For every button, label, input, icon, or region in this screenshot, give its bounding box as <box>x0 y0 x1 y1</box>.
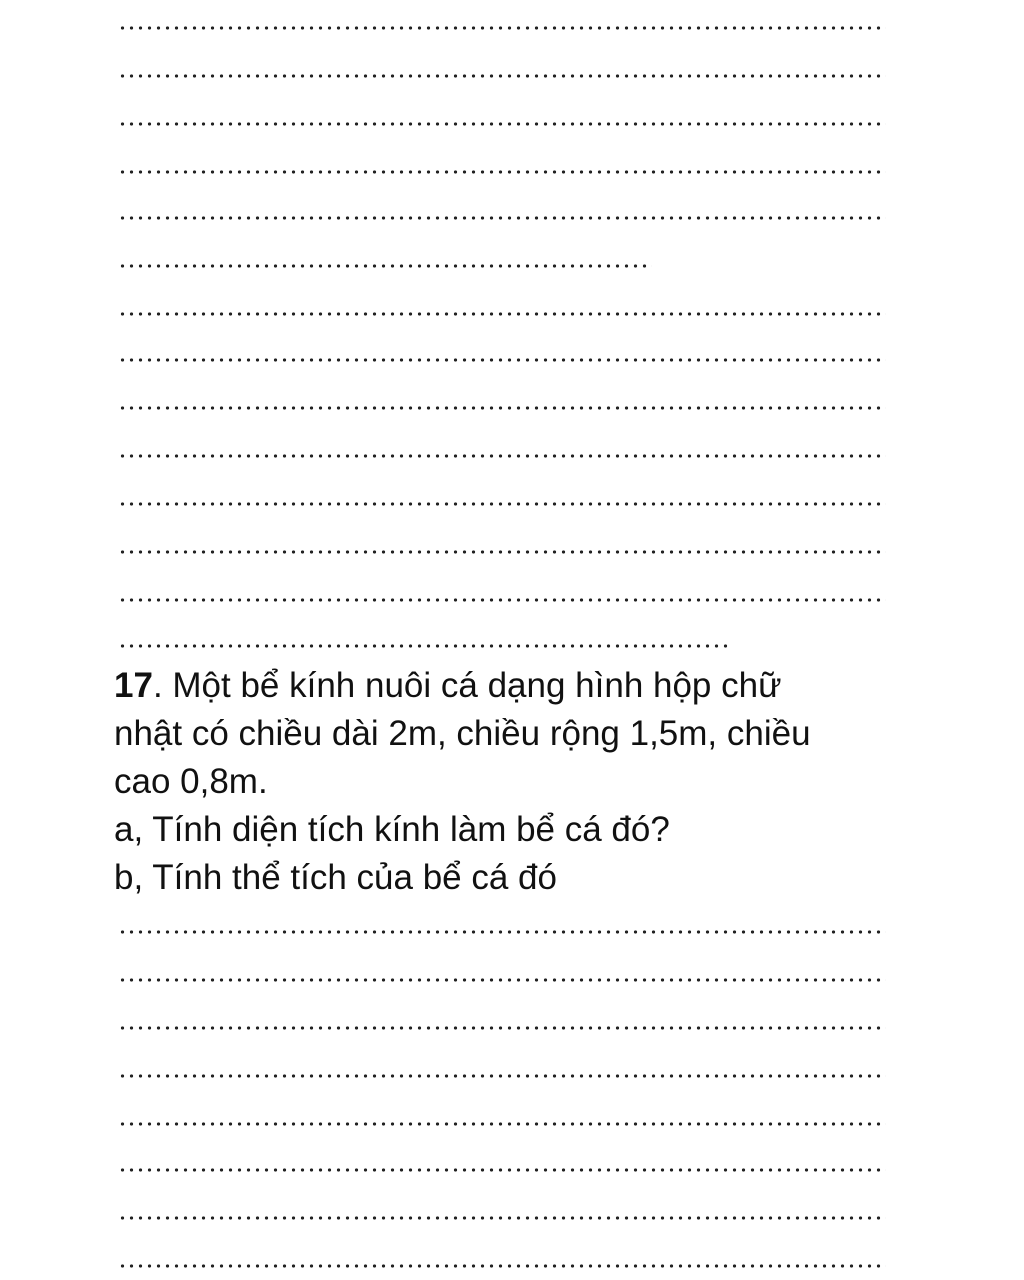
dotted-answer-line[interactable] <box>118 26 886 30</box>
dotted-answer-line[interactable] <box>118 406 886 410</box>
dotted-answer-line[interactable] <box>118 312 886 316</box>
dotted-answer-line[interactable] <box>118 930 886 934</box>
dotted-answer-line[interactable] <box>118 1216 886 1220</box>
problem-statement-line-2: nhật có chiều dài 2m, chiều rộng 1,5m, chiều <box>114 714 811 753</box>
dotted-answer-line[interactable] <box>118 502 886 506</box>
dotted-answer-line[interactable] <box>118 122 886 126</box>
dotted-answer-line[interactable] <box>118 1026 886 1030</box>
dotted-answer-line[interactable] <box>118 358 886 362</box>
dotted-answer-line[interactable] <box>118 1168 886 1172</box>
dotted-answer-line[interactable] <box>118 170 886 174</box>
problem-number: 17 <box>114 666 153 705</box>
dotted-answer-line[interactable] <box>118 598 886 602</box>
dotted-answer-line[interactable] <box>118 550 886 554</box>
problem-17 <box>114 662 904 902</box>
dotted-answer-line[interactable] <box>118 644 730 648</box>
dotted-answer-line[interactable] <box>118 978 886 982</box>
dotted-answer-line[interactable] <box>118 1264 886 1268</box>
dotted-answer-line[interactable] <box>118 454 886 458</box>
question-a: a, Tính diện tích kính làm bể cá đó? <box>114 810 670 849</box>
problem-statement-line-3: cao 0,8m. <box>114 762 268 801</box>
problem-text: . Một bể kính nuôi cá dạng hình hộp chữ <box>152 666 782 705</box>
dotted-answer-line[interactable] <box>118 264 652 268</box>
dotted-answer-line[interactable] <box>118 216 886 220</box>
question-b: b, Tính thể tích của bể cá đó <box>114 858 557 897</box>
problem-statement-line-1 <box>114 662 904 710</box>
dotted-answer-line[interactable] <box>118 74 886 78</box>
dotted-answer-line[interactable] <box>118 1122 886 1126</box>
dotted-answer-line[interactable] <box>118 1074 886 1078</box>
